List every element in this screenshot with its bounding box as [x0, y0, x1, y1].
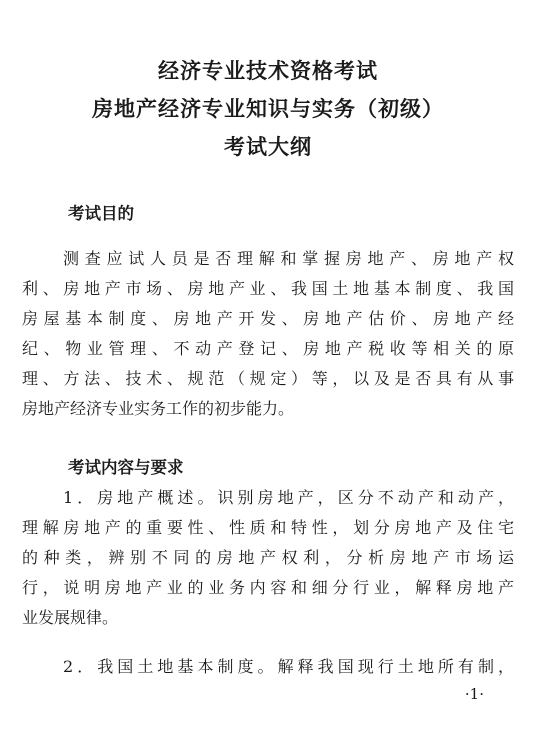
paragraph-line: 测查应试人员是否理解和掌握房地产、房地产权 [63, 249, 514, 268]
title-line-2: 房地产经济专业知识与实务（初级） [92, 97, 444, 121]
paragraph-item-2 [22, 652, 514, 682]
title-line-3: 考试大纲 [224, 135, 312, 159]
paragraph-line: 房地产经济专业实务工作的初步能力。 [22, 399, 295, 418]
paragraph-line: 利、房地产市场、房地产业、我国土地基本制度、我国 [22, 279, 514, 298]
paragraph-purpose [22, 244, 514, 424]
section-heading-purpose: 考试目的 [68, 204, 134, 223]
paragraph-item-1 [22, 483, 514, 633]
paragraph-line: 业发展规律。 [22, 608, 119, 627]
title-line-1: 经济专业技术资格考试 [158, 59, 378, 83]
paragraph-line: 的种类，辨别不同的房地产权利，分析房地产市场运 [22, 548, 514, 567]
paragraph-line: 1．房地产概述。识别房地产，区分不动产和动产， [63, 488, 514, 507]
paragraph-line: 理解房地产的重要性、性质和特性，划分房地产及住宅 [22, 518, 514, 537]
paragraph-line: 纪、物业管理、不动产登记、房地产税收等相关的原 [22, 339, 514, 358]
paragraph-line: 2．我国土地基本制度。解释我国现行土地所有制， [63, 657, 514, 676]
paragraph-line: 行，说明房地产业的业务内容和细分行业，解释房地产 [22, 578, 514, 597]
paragraph-line: 理、方法、技术、规范（规定）等，以及是否具有从事 [22, 369, 514, 388]
paragraph-line: 房屋基本制度、房地产开发、房地产估价、房地产经 [22, 309, 514, 328]
page-number: ·1· [464, 685, 484, 703]
document-title [0, 52, 536, 166]
section-heading-content: 考试内容与要求 [68, 458, 184, 477]
